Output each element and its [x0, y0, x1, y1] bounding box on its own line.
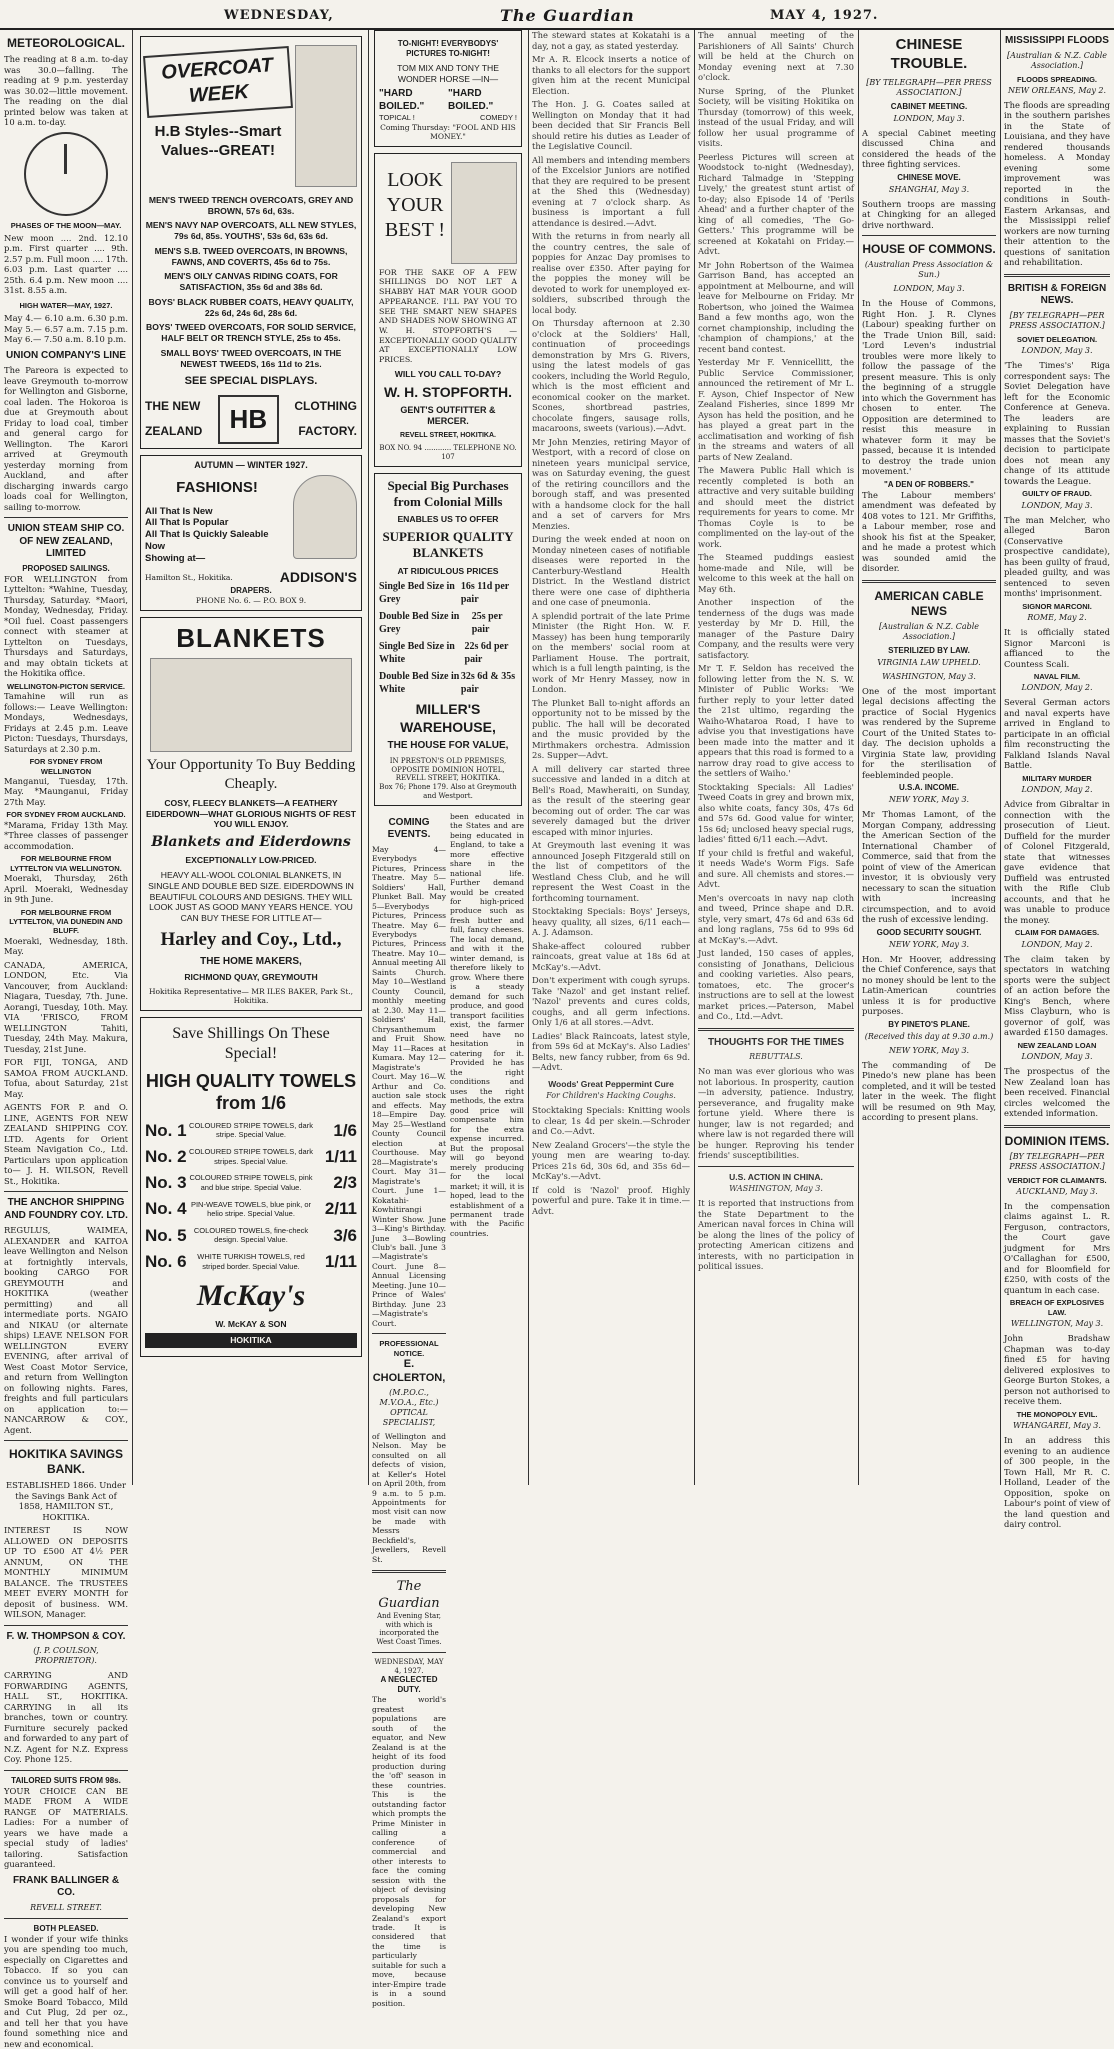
stopforth-ad: [374, 153, 522, 467]
news-paragraph: Mr A. R. Elcock inserts a notice of thanks to all electors for the support given him at the recent Municipal Election.: [532, 54, 690, 96]
neglected-text: The world's greatest populations are south of the equator, and New Zealand is at the height of its food production during the 'off' season in these countries. This is the outstanding factor which prompts the Prime Minister in calling a conference of commercial and other interests to face the coming session with the object of devising proposals for developing New Zealand's export trade. It is considered that the time is particularly suitable for such a move, because inter-Empire trade is in a sound position.: [372, 1695, 446, 2008]
professional-notice: PROFESSIONAL NOTICE.: [379, 1339, 439, 1358]
comedy: COMEDY !: [480, 113, 517, 123]
column-2: [138, 30, 364, 1485]
verdict-heading: VERDICT FOR CLAIMANTS.: [1007, 1175, 1107, 1185]
enables: ENABLES US TO OFFER: [397, 514, 499, 525]
chinese-move-date: SHANGHAI, May 3.: [888, 184, 970, 194]
blanket-price-row: Double Bed Size in White 32s 6d & 35s pair: [379, 671, 516, 695]
mckays-sub: W. McKAY & SON: [215, 1318, 287, 1329]
cholerton-sub: (M.P.O.C., M.V.O.A., Etc.) OPTICAL SPECIALIST,: [379, 1387, 439, 1427]
meteorological-text: The reading at 8 a.m. to-day was 30.0—falling. The reading at 9 p.m. yesterday was 30.02—little movement. The reading on the dial printed below was taken at 10 a.m. to-day.: [4, 54, 128, 127]
sailings-heading: PROPOSED SAILINGS.: [22, 563, 110, 573]
thompson-proprietor: (J. P. COULSON, PROPRIETOR).: [33, 1646, 99, 1666]
news-paragraph: Yesterday Mr F. Vennicellitt, the Public Service Commissioner, announced the retirement of Mr L. F. Ayson, Chief Inspector of New Zealand Fisheries, since 1899 Mr Ayson has held the position, and he has played a great part in the acclimatisation and working of fish in the streams and waters of all parts of New Zealand.: [698, 357, 854, 462]
news-paragraph: Shake-affect coloured rubber raincoats, great value at 18s 6d at McKay's.—Advt.: [532, 940, 690, 972]
millers-name: MILLER'S WAREHOUSE,: [400, 701, 496, 735]
nz-left-2: ZEALAND: [145, 424, 203, 439]
british-foreign-heading: BRITISH & FOREIGN NEWS.: [1007, 282, 1107, 307]
ballinger-heading: FRANK BALLINGER & CO.: [12, 1874, 120, 1899]
cabinet-heading: CABINET MEETING.: [890, 101, 968, 111]
news-paragraph: A mill delivery car started three successive and landed in a ditch at Bell's Road, Mawheraiti, on Sunday, as the result of the steering gear becoming out of order. The car was severely damaged but the driver escaped with minor injuries.: [532, 763, 690, 837]
murder-text: Advice from Gibraltar in connection with the prosecution of Lieut. Duffield for the murder of Colonel Fitzgerald, state that witnesses gave evidence that Duffield was entrusted with the Rifle Club accounts, and that he was unable to produce the money.: [1004, 799, 1110, 925]
fraud-date: LONDON, May 3.: [1021, 500, 1093, 510]
news-paragraph: A splendid portrait of the late Prime Minister (the Right Hon. W. F. Massey) has been hung temporarily on the members' social room at Parliament House. The portrait, which is a full length painting, is the work of Mr Henry Massey, now in London.: [532, 610, 690, 694]
tom-mix: TOM MIX AND TONY THE WONDER HORSE —IN—: [397, 63, 499, 84]
guardian-masthead: The Guardian: [378, 1579, 440, 1611]
fraud-heading: GUILTY OF FRAUD.: [1022, 489, 1092, 499]
harley-ad: [140, 617, 362, 1011]
heavy-text: HEAVY ALL-WOOL COLONIAL BLANKETS, IN SINGLE AND DOUBLE BED SIZE. EIDERDOWNS IN BEAUTIFUL COLOURS AND DESIGNS. THEY WILL LOOK JUST AS GOOD MANY YEARS HENCE. YOU CAN BUY THESE FOR LITTLE AT—: [148, 870, 354, 924]
dominion-credit: [BY TELEGRAPH—PER PRESS ASSOCIATION.]: [1009, 1151, 1105, 1171]
tonight: TO-NIGHT! EVERYBODYS' PICTURES TO-NIGHT!: [397, 39, 499, 58]
superior-blankets: SUPERIOR QUALITY BLANKETS: [382, 529, 514, 561]
lady-portrait-illustration: [293, 475, 357, 559]
woods-cure-sub: For Children's Hacking Coughs.: [546, 1091, 676, 1101]
mckays-location: HOKITIKA: [145, 1333, 357, 1348]
masthead-title: The Guardian: [500, 6, 635, 25]
towel-row: No. 3 COLOURED STRIPE TOWELS, pink and blue stripe. Special Value. 2/3: [145, 1173, 357, 1193]
news-paragraph: Another inspection of the tenderness of the dugs was made yesterday by Mr D. Hill, the manager of the Pasture Dairy Company, and the results were very satisfactory.: [698, 597, 854, 660]
soviet-date: LONDON, May 3.: [1021, 346, 1093, 356]
look-your-best: LOOK YOUR BEST !: [384, 168, 446, 241]
blanket-price-row: Single Bed Size in Grey 16s 11d per pair: [379, 581, 510, 605]
news-paragraph: If cold is 'Nazol' proof. Highly powerful and pure. Take it in time.—Advt.: [532, 1184, 690, 1216]
bedroom-illustration: [150, 658, 352, 752]
mississippi-credit: [Australian & N.Z. Cable Association.]: [1006, 50, 1108, 70]
neglected-heading: A NEGLECTED DUTY.: [380, 1675, 438, 1695]
news-paragraph: Don't experiment with cough syrups. Take 'Nazol' and get instant relief. 'Nazol' prevents and cures colds, coughs, and all germ infections. Only 1/6 at all stores.—Advt.: [532, 975, 690, 1027]
addison-phone: PHONE No. 6. — P.O. BOX 9.: [195, 596, 307, 606]
commons-credit: (Australian Press Association & Sun.): [864, 260, 994, 279]
chinese-move-text: Southern troops are massing at Chingking for an alleged drive northward.: [862, 198, 996, 230]
sterilized-text: One of the most important legal decisions affecting the practice of Social Hygenics was rendered by the Supreme Court of the United States to-day. The decision upholds a Virginia State law, providing for the sterilisation of feebleminded people.: [862, 685, 996, 780]
china-credit: [BY TELEGRAPH—PER PRESS ASSOCIATION.]: [866, 77, 992, 97]
nz-right-2: FACTORY.: [298, 424, 357, 439]
masthead-day: WEDNESDAY,: [224, 8, 334, 23]
security-date: NEW YORK, May 3.: [888, 939, 970, 949]
thompson-heading: F. W. THOMPSON & COY.: [6, 1630, 126, 1642]
both-pleased-heading: BOTH PLEASED.: [33, 1923, 99, 1933]
pineto-date: NEW YORK, May 3.: [888, 1045, 970, 1055]
melbourne2-heading: FOR MELBOURNE FROM LYTTELTON, VIA DUNEDIN AND BLUFF.: [9, 907, 123, 936]
sailings: FOR WELLINGTON from Lyttelton: *Wahine, Tuesday, Thursday, Saturday. *Maori, Monday, Wednesday, Friday. *Oil fuel. Coast passengers connect with steamer at Lyttelton on Tuesdays, Thursdays and Saturdays, and may obtain tickets at the Hokitika office.: [4, 573, 128, 679]
ballinger-street: REVELL STREET.: [30, 1902, 102, 1912]
news-paragraph: Stocktaking Specials: Boys' Jerseys, heavy quality, all sizes, 6/11 each—A. J. Adamson.: [532, 906, 690, 937]
news-paragraph: Peerless Pictures will screen at Woodstock to-night (Wednesday), Richard Talmadge in 'Stepping Lively,' the greatest stunt artist of to-day; also Episode 14 of 'Perils Ahead' and a further chapter of the king of all comedies, 'The Go-Getters.' This programme will be screened at Kokatahi on Friday.—Advt.: [698, 151, 854, 256]
fashions-title: FASHIONS!: [176, 478, 258, 496]
nz-right-1: CLOTHING: [294, 399, 357, 414]
suits-heading: TAILORED SUITS FROM 98s.: [11, 1775, 121, 1785]
richmond: RICHMOND QUAY, GREYMOUTH: [184, 972, 318, 983]
barometer-dial-icon: [24, 132, 108, 216]
addisons-name: ADDISON'S: [279, 568, 357, 585]
marconi-heading: SIGNOR MARCONI.: [1022, 601, 1092, 611]
hb-styles: H.B Styles--Smart Values--GREAT!: [154, 123, 282, 159]
towel-row: No. 4 PIN-WEAVE TOWELS, blue pink, or helio stripe. Special Value. 2/11: [145, 1199, 357, 1219]
cabinet-text: A special Cabinet meeting discussed China and considered the heads of the three fighting services.: [862, 127, 996, 169]
dominion-items-heading: DOMINION ITEMS.: [1004, 1133, 1110, 1148]
overcoat-item-1: MEN'S TWEED TRENCH OVERCOATS, GREY AND BROWN, 57s 6d, 63s.: [148, 195, 354, 216]
overcoat-item-7: SMALL BOYS' TWEED OVERCOATS, IN THE NEWEST TWEEDS, 16s 11d to 21s.: [160, 347, 342, 369]
towel-row: No. 6 WHITE TURKISH TOWELS, red striped border. Special Value. 1/11: [145, 1251, 357, 1271]
towel-row: No. 5 COLOURED TOWELS, fine-check design. Special Value. 3/6: [145, 1225, 357, 1245]
pineto-heading: BY PINETO'S PLANE.: [888, 1019, 970, 1029]
news-paragraph: Stocktaking Specials: All Ladies' Tweed Coats in grey and brown mix, also white coats, fancy 30s, 47s 6d and 57s 6d. Good value for winter, 15s 6d; unclosed heavy special rugs, ladies' fitted 6/11 each.—Advt.: [698, 781, 854, 844]
will-you-call: WILL YOU CALL TO-DAY?: [394, 368, 502, 379]
house-for-value: THE HOUSE FOR VALUE,: [387, 740, 509, 752]
topical: TOPICAL !: [379, 113, 415, 123]
breach-date: WELLINGTON, May 3.: [1010, 1319, 1104, 1329]
masthead: [0, 4, 1114, 30]
cabinet-date: LONDON, May 3.: [893, 113, 965, 123]
melbourne2: Moeraki, Wednesday, 18th. May.: [4, 935, 128, 957]
coming-events-heading: COMING EVENTS.: [387, 816, 431, 841]
millers-location: IN PRESTON'S OLD PREMISES, OPPOSITE DOMINION HOTEL, REVELL STREET, HOKITIKA.: [389, 756, 507, 783]
column-7: [1004, 30, 1110, 1529]
overcoat-week-ad: [140, 36, 362, 449]
man-in-hat-illustration: [451, 162, 517, 264]
cholerton-name: E. CHOLERTON,: [372, 1358, 446, 1384]
marconi-date: ROME, May 2.: [1027, 613, 1087, 622]
harley-rep: Hokitika Representative— MR ILES BAKER, Park St., Hokitika.: [149, 986, 353, 1006]
anchor-heading: THE ANCHOR SHIPPING AND FOUNDRY COY. LTD.: [4, 1197, 128, 1221]
news-paragraph: The steward states at Kokatahi is a day, not a gay, as stated yesterday.: [532, 30, 690, 51]
security-text: Hon. Mr Hoover, addressing the Chief Conference, says that no money should be lent to the Latin-American countries unless it is for productive purposes.: [862, 953, 996, 1016]
stopforth-name: W. H. STOPFORTH.: [383, 383, 513, 400]
harley-name: Harley and Coy., Ltd.,: [160, 928, 342, 950]
commons-text: In the House of Commons, Right Hon. J. R. Clynes (Labour) speaking further on the Trade Union Bill, said: 'Lord Leven's industrial troubles were more likely to follow the passage of the present measure. This is only the beginning of a struggle into which the Government has chosen to enter. The Opposition are determined to resist this measure in whatever form it may be passed, because it is intended to destroy the trade union movement.': [862, 298, 996, 476]
sterilized-date: WASHINGTON, May 3.: [882, 671, 976, 681]
loan-date: LONDON, May 3.: [1021, 1052, 1093, 1061]
news-paragraph: Just landed, 150 cases of apples, consisting of Jonathans, Delicious and cooking varieties. Also pears, tomatoes, etc. The grocer's instructions are to sell at the lowest market prices.—Paterson, Mabel and Co., Ltd.—Advt.: [698, 948, 854, 1021]
coming-thursday: Coming Thursday: "FOOL AND HIS MONEY.": [380, 122, 516, 142]
news-paragraph: Mr John Menzies, retiring Mayor of Westport, with a record of close on nineteen years municipal service, was on Saturday evening, the guest of the retiring councillors and the borough staff, and was presented with a handsome clock for the hall and a set of carvers for Mrs Menzies.: [532, 436, 690, 531]
high-water: May 4.— 6.10 a.m. 6.30 p.m. May 5.— 6.57 a.m. 7.15 p.m. May 6.— 7.50 a.m. 8.10 p.m.: [4, 313, 128, 345]
overcoat-item-5: BOYS' BLACK RUBBER COATS, HEAVY QUALITY, 22s 6d, 24s 6d, 28s 6d.: [148, 296, 354, 318]
man-in-overcoat-illustration: [295, 45, 357, 187]
neglected-text-continued: been educated in the States and are being educated in England, to take a more effective share in the national life. Further demand would be created for high-priced produce such as fresh butter and full, fancy cheeses. The local demand, and with it the winter demand, is therefore likely to grow. Where there is a steady demand for such produce, and good transport facilities exist, the farmer need have no hesitation in catering for it. Provided he has the right conditions and uses the right methods, the extra good price will compensate him for the extra expense incurred. But the proposal will go beyond merely producing for the local market; it will, it is hoped, lead to the establishment of a permanent trade with the Pacific countries.: [450, 811, 524, 1238]
union-line-heading: UNION COMPANY'S LINE: [6, 349, 126, 361]
news-paragraph: If your child is fretful and wakeful, it needs Wade's Worm Figs. Safe and sure. All chemists and stores.—Advt.: [698, 847, 854, 889]
news-paragraph: Mr John Robertson of the Waimea Garrison Band, has accepted an appointment at Melbourne, and will leave for Melbourne on Friday. Mr Robertson, who joined the Waimea Band a few months ago, won the cornet championship, including the 'champion of champions,' at the recent band contest.: [698, 259, 854, 354]
news-paragraph: The Mawera Public Hall which is recently completed is both an attractive and very suitable building and should meet the district requirements for years to come. Mr Thomas Coyle is to be complimented on the lay-out of the work.: [698, 465, 854, 549]
moon-phases: New moon .... 2nd. 12.10 p.m. First quarter .... 9th. 2.57 p.m. Full moon .... 17th. 6.03 p.m. Last quarter .... 25th. 6.4 p.m. New moon .... 31st. 8.55 a.m.: [4, 232, 128, 296]
see-special-displays: SEE SPECIAL DISPLAYS.: [184, 375, 318, 388]
murder-date: LONDON, May 2.: [1021, 785, 1093, 795]
home-makers: THE HOME MAKERS,: [200, 955, 302, 967]
overcoat-item-6: BOYS' TWEED OVERCOATS, FOR SOLID SERVICE, HALF BELT OR TRENCH STYLE, 25s to 45s.: [146, 322, 356, 344]
verdict-text: In the compensation claims against L. R. Ferguson, contractors, the Court gave judgment for Mrs O'Callaghan for £500, and for Bloomfield for £250, with costs of the quantum in each case.: [1004, 1200, 1110, 1295]
both-pleased-text: I wonder if your wife thinks you are spending too much, especially on Cigarettes and Tobacco. If so you can convince us to yourself and will get a good half of her. Smoke Board Tobacco, Mild and Cut Plug, 2d per oz., and tell her that you have found something nice and new and economical.: [4, 1933, 128, 2049]
towel-row: No. 2 COLOURED STRIPE TOWELS, dark stripes. Special Value. 1/11: [145, 1146, 357, 1166]
news-paragraph: The annual meeting of the Parishioners of All Saints' Church will be held at the Church on Monday evening next at 7.30 o'clock.: [698, 30, 854, 82]
melbourne-heading: FOR MELBOURNE FROM LYTTELTON VIA WELLINGTON.: [10, 854, 122, 873]
meteorological-heading: METEOROLOGICAL.: [7, 36, 125, 50]
cholerton-text: of Wellington and Nelson. May be consulted on all defects of vision, at Keller's Hotel on April 20th, from 9 a.m. to 5 p.m. Appointments for most visit can now be made with Messrs Beckfield's, Jewellers, Revell St.: [372, 1431, 446, 1564]
outfitter: GENT'S OUTFITTER & MERCER.: [400, 405, 496, 427]
floods-text: The floods are spreading in the southern parishes in the State of Louisiana, and they have rendered thousands homeless. A Monday evening some improvement was reported in the conditions in South-Eastern Arkansas, and the Mississippi relief workers are now turning their attention to the questions of sanitation and rehabilitation.: [1004, 99, 1110, 268]
usco-heading: UNION STEAM SHIP CO. OF NEW ZEALAND, LIMITED: [7, 523, 125, 560]
mckays-logo: McKay's: [196, 1279, 306, 1313]
blanket-price-row: Double Bed Size in Grey 25s per pair: [379, 611, 503, 635]
american-cable-heading: AMERICAN CABLE NEWS: [874, 588, 984, 618]
canada: CANADA, AMERICA, LONDON, Etc. Via Vancouver, from Auckland: Niagara, Tuesday, 7th. June. Aorangi, Tuesday, 10th. May. VIA 'FRISCO, FROM WELLINGTON Tahiti, Tuesday, 24th May. Makura, Tuesday, 21st June.: [4, 959, 128, 1054]
towel-row: No. 1 COLOURED STRIPE TOWELS, dark stripe. Special Value. 1/6: [145, 1120, 357, 1140]
addisons-ad: [140, 455, 362, 611]
woods-cure-title: Woods' Great Peppermint Cure: [548, 1078, 674, 1089]
news-paragraph: New Zealand Grocers'—the style the young men are wearing to-day. Prices 21s 6d, 30s 6d, and 35s 6d—McKay's.—Advt.: [532, 1139, 690, 1182]
news-paragraph: Mr T. F. Seldon has received the following letter from the N. S. W. Minister of Public Works: 'We further reply to your letter dated the 21st ultimo, regarding the Waiho-Whataroa Road, I have to advise you that investigations have been made into the matter and it appears that this road is formed to a narrow dray road to give access to the settlers of Waiho.': [698, 663, 854, 778]
column-4: [532, 30, 690, 1485]
moon-phases-heading: PHASES OF THE MOON—MAY.: [10, 220, 122, 230]
blanket-price-row: Single Bed Size in White 22s 6d per pair: [379, 641, 509, 665]
mckays-ad: [140, 1017, 362, 1357]
savings-bank-text: INTEREST IS NOW ALLOWED ON DEPOSITS UP TO £500 AT 4½ PER ANNUM, ON THE MONTHLY MINIMUM BALANCE. The TRUSTEES MEET EVERY MONTH for deposit of business. WM. WILSON, Manager.: [4, 1525, 128, 1620]
naval-text: Several German actors and naval experts have arrived in England to participate in an official film reconstructing the Falkland Islands Naval Battle.: [1004, 697, 1110, 771]
millers-ad: [374, 473, 522, 806]
blankets-title: BLANKETS: [176, 622, 326, 653]
american-cable-credit: [Australian & N.Z. Cable Association.]: [878, 621, 980, 641]
news-paragraph: The Plunket Ball to-night affords an opportunity not to be missed by the public. The hall will be decorated and the music provided by the Mirthmakers orchestra. Admission 2s. Supper—Advt.: [532, 697, 690, 760]
nz-left-1: THE NEW: [145, 399, 201, 414]
overcoat-item-3: MEN'S S.B. TWEED OVERCOATS, IN BROWNS, FAWNS, AND COVERTS, 45s 6d to 75s.: [154, 245, 348, 267]
savings-bank-established: ESTABLISHED 1866. Under the Savings Bank Act of 1858, HAMILTON ST., HOKITIKA.: [6, 1480, 126, 1522]
towels-title: HIGH QUALITY TOWELS from 1/6: [145, 1070, 357, 1114]
news-paragraph: The Steamed puddings easiest home-made and Nile, will be welcome to this week at the hall on May 6th.: [698, 552, 854, 594]
stopforth-street: REVELL STREET, HOKITIKA.: [400, 431, 496, 439]
breach-heading: BREACH OF EXPLOSIVES LAW.: [1009, 1298, 1105, 1317]
news-paragraph: With the returns in from nearly all the country centres, the sale of poppies for Anzac Day promises to realise over £350. After paying for the poppies the money will be devoted to work for unemployed ex-soldiers, subscribed through the local body.: [532, 231, 690, 315]
floods-date: NEW ORLEANS, May 2.: [1007, 85, 1107, 95]
news-paragraph: Men's overcoats in navy nap cloth and tweed, Prince shape and D.R. style, very smart, 47s 6d and 63s 6d and long raglans, 75s 6d to 99s 6d at McKay's.—Advt.: [698, 892, 854, 945]
hb-logo: HB: [218, 395, 280, 444]
save-shillings: Save Shillings On These Special!: [172, 1024, 330, 1062]
news-paragraph: On Thursday afternoon at 2.30 o'clock at the Soldiers' Hall, continuation of proceedings demonstration by Mrs G. Rivers, using the latest models of gas cookers, including the World Regulo, which is the most efficient and economical cooker on the market. Scones, shortbread pastries, chocolate fingers, sausage rolls, macaroons, sweets (various).—Advt.: [532, 318, 690, 433]
fiji: FOR FIJI, TONGA, AND SAMOA FROM AUCKLAND. Tofua, about Saturday, 21st May.: [4, 1057, 128, 1099]
fraud-text: The man Melcher, who alleged Baron (Conservative prospective candidate), has been guilty of fraud, pleaded guilty, and was sentenced to seven months' imprisonment.: [1004, 514, 1110, 599]
news-paragraph: Stocktaking Specials: Knitting wools to clear, 1s 4d per skein.—Schroder and Co.—Advt.: [532, 1105, 690, 1137]
union-line-text: The Pareora is expected to leave Greymouth to-morrow for Wellington and Gisborne, coal laden. The Hokoroa is due at Greymouth about Friday to load coal, timber and general cargo for Wellington. The Karori arrived at Greymouth yesterday morning from Auckland, and after discharging inwards cargo loads coal for Wellington, sailing to-morrow.: [4, 365, 128, 512]
chinese-move-heading: CHINESE MOVE.: [897, 172, 961, 182]
claim-heading: CLAIM FOR DAMAGES.: [1014, 928, 1100, 938]
autumn-winter: AUTUMN — WINTER 1927.: [194, 459, 308, 470]
naval-date: LONDON, May 2.: [1021, 683, 1093, 693]
us-action-heading: U.S. ACTION IN CHINA.: [729, 1171, 823, 1182]
news-paragraph: All members and intending members of the Excelsior Juniors are notified that they are required to be present at the Shed this (Wednesday) evening at 7 o'clock sharp. As business is important a full attendance is desired.—Advt.: [532, 154, 690, 228]
sydney-heading: FOR SYDNEY FROM WELLINGTON: [29, 757, 103, 776]
picton: Tamahine will run as follows:— Leave Wellington: Mondays, Wednesdays, Fridays at 2.45 p.m. Leave Picton: Tuesdays, Thursdays, Saturdays at 2.30 p.m.: [4, 691, 128, 754]
low-priced: EXCEPTIONALLY LOW-PRICED.: [185, 855, 317, 866]
pictures-ad: [374, 30, 522, 147]
addison-location: Hamilton St., Hokitika.: [145, 572, 233, 582]
ridiculous: AT RIDICULOUS PRICES: [397, 565, 499, 576]
british-foreign-credit: [BY TELEGRAPH—PER PRESS ASSOCIATION.]: [1009, 310, 1105, 330]
news-paragraph: Ladies' Black Raincoats, latest style, from 59s 6d at McKay's. Also Ladies' Belts, new fancy rubber, from 6s 9d.—Advt.: [532, 1030, 690, 1072]
drapers: DRAPERS.: [230, 586, 272, 596]
millers-box: Box 76; Phone 179. Also at Greymouth and Westport.: [379, 783, 517, 800]
stopforth-box: BOX NO. 94 ............ TELEPHONE NO. 107: [379, 444, 517, 462]
overcoat-item-2: MEN'S NAVY NAP OVERCOATS, ALL NEW STYLES, 79s 6d, 85s. YOUTHS', 53s 6d, 63s 6d.: [145, 220, 357, 242]
sydney2-heading: FOR SYDNEY FROM AUCKLAND.: [6, 810, 126, 820]
loan-text: The prospectus of the New Zealand loan has been received. Financial circles welcomed the extended information.: [1004, 1066, 1110, 1118]
soviet-heading: SOVIET DELEGATION.: [1016, 334, 1098, 344]
claim-date: LONDON, May 2.: [1021, 939, 1093, 949]
robbers-text: The Labour members' amendment was defeated by 408 votes to 121. Mr Griffiths, a Labour member, rose and shook his fist at the Speaker, and he made a protest which was sounded amid the disorder.: [862, 489, 996, 573]
breach-text: John Bradshaw Chapman was to-day fined £5 for having delivered explosives to George Burton Stokes, a person not authorised to receive them.: [1004, 1333, 1110, 1407]
overcoat-week-title: OVERCOAT WEEK: [143, 46, 293, 118]
masthead-date: MAY 4, 1927.: [770, 8, 879, 23]
high-water-heading: HIGH WATER—MAY, 1927.: [19, 300, 113, 310]
sterilized-sub: VIRGINIA LAW UPHELD.: [877, 657, 981, 667]
thoughts-heading: THOUGHTS FOR THE TIMES: [707, 1036, 845, 1048]
security-heading: GOOD SECURITY SOUGHT.: [876, 927, 982, 937]
news-paragraph: During the week ended at noon on Monday nineteen cases of notifiable diseases were reported in the Canterbury-Westland Health District. In the Westland district there were one case of diphtheria and one case of pneumonia.: [532, 534, 690, 607]
sydney: Manganui, Tuesday, 17th. May. *Maunganui, Friday 27th May.: [4, 775, 128, 807]
cosy-text: COSY, FLEECY BLANKETS—A FEATHERY EIDERDOWN—WHAT GLORIOUS NIGHTS OF REST YOU WILL ENJOY.: [146, 797, 356, 830]
sterilized-heading: STERILIZED BY LAW.: [888, 645, 970, 655]
pineto-sub: (Received this day at 9.30 a.m.): [864, 1031, 994, 1041]
agents: AGENTS FOR P. and O. LINE, AGENTS FOR NEW ZEALAND SHIPPING COY. LTD. Agents for Orient Steam Navigation Co., Ltd. Particulars upon application to— J. H. WILSON, Revell St., Hokitika.: [4, 1102, 128, 1186]
melbourne: Moeraki, Thursday, 26th April. Moeraki, Wednesday in 9th June.: [4, 873, 128, 904]
soviet-text: 'The Times's' Riga correspondent says: The Soviet Delegation have left for the Economic Conference at Geneva. The leaders are explaining to Russian masses that the Soviet's decision to participate does not mean any change of its attitude towards the League.: [1004, 360, 1110, 486]
news-paragraph: The Hon. J. G. Coates sailed at Wellington on Monday that it had been decided that Sir Francis Bell should retire his duties as Leader of the Legislative Council.: [532, 99, 690, 151]
thoughts-sub: REBUTTALS.: [749, 1052, 803, 1061]
look-text: FOR THE SAKE OF A FEW SHILLINGS DO NOT LET A SHABBY HAT MAR YOUR GOOD APPEARANCE. I'LL PAY YOU TO SEE THE SMART NEW SHAPES AND SHADES NOW SHOWING AT W. H. STOPFORTH'S — EXCEPTIONALLY GOOD QUALITY AT EXCEPTIONALLY LOW PRICES.: [379, 267, 517, 365]
news-paragraph: Nurse Spring, of the Plunket Society, will be visiting Hokitika on Thursday (tomorrow) of this week, instead of the usual Friday, and will follow her usual programme of visits.: [698, 85, 854, 148]
savings-bank-heading: HOKITIKA SAVINGS BANK.: [8, 1447, 123, 1477]
opportunity: Your Opportunity To Buy Bedding Cheaply.: [146, 757, 356, 793]
commons-heading: HOUSE OF COMMONS.: [862, 242, 996, 256]
news-paragraph: At Greymouth last evening it was announced Joseph Fitzgerald still on the list of competitors of the Westland Chess Club, and he will represent the West Coast in the forthcoming tournament.: [532, 840, 690, 903]
murder-heading: MILITARY MURDER: [1022, 773, 1092, 783]
anchor-text: REGULUS, WAIMEA, ALEXANDER and KAITOA leave Wellington and Nelson at fortnightly intervals, booking CARGO FOR GREYMOUTH and HOKITIKA (weather permitting) and all intermediate ports. NGAIO and NIKAU (or alternate ships) LEAVE NELSON FOR WELLINGTON EVERY EVENING, after arrival of West Coast Motor Service, and return from Wellington on following nights. Fares, freights and full particulars on application to:— NANCARROW & COY., Agent.: [4, 1225, 128, 1435]
sydney2: *Marama, Friday 13th May. *Three classes of passenger accommodation.: [4, 819, 128, 851]
hard-boiled-2: "HARD BOILED.": [448, 88, 494, 112]
monopoly-heading: THE MONOPOLY EVIL.: [1016, 1409, 1098, 1419]
column-5: [698, 30, 854, 1485]
thoughts-text: No man was ever glorious who was not laborious. In prosperity, caution—in adversity, patience. Industry, perseverance, and frugality make fortune yield. Where there is hunger, law is not regarded; and where law is not regarded there will be hunger. Reproving his tender friends' susceptibilities.: [698, 1066, 854, 1160]
income-text: Mr Thomas Lamont, of the Morgan Company, addressing the American Section of the International Chamber of Commerce, said that from the point of view of the American investor, it is obviously very necessary to scan the situation with increasing circumspection, and to avoid the rush of excessive lending.: [862, 809, 996, 924]
coming-events: May 4—Everybodys Pictures, Princess Theatre. May 5—Soldiers' Hall, Plunket Ball. May 5—Everybodys Pictures, Princess Theatre. May 6—Everybodys Pictures, Princess Theatre. May 10—Annual meeting All Saints Church. May 10—Westland County Council, monthly meeting at 2.30. May 11—Soldiers' Hall, Chrysanthemum and Fruit Show. May 11—Races at Kumara. May 12—Magistrate's Court. May 16—W. Arthur and Co. auction sale stock and effects. May 18—Empire Day. May 25—Westland County Council election at Courthouse. May 28—Magistrate's Court. May 31—Magistrate's Court. June 1—Kokatahi-Kowhitirangi Winter Show. June 3—King's Birthday. June 3—Bowling Club's ball. June 3—Magistrate's Court. June 8—Annual Licensing Meeting. June 10—Prince of Wales' Birthday. June 23—Magistrate's Court.: [372, 844, 446, 1328]
hard-boiled-1: "HARD BOILED.": [379, 88, 425, 112]
commons-date: LONDON, May 3.: [893, 284, 965, 293]
monopoly-date: WHANGAREI, May 3.: [1013, 1421, 1101, 1430]
special-purchases: Special Big Purchases from Colonial Mills: [387, 477, 509, 510]
fashion-lines: All That Is New All That Is Popular All That Is Quickly Saleable Now Showing at—: [145, 505, 269, 565]
thompson-text: CARRYING AND FORWARDING AGENTS, HALL ST., HOKITIKA. CARRYING in all its branches, town or country. Furniture securely packed and forwarded to any part of N.Z. Agent for N.Z. Express Coy. Phone 125.: [4, 1670, 128, 1765]
column-6: [862, 30, 996, 1485]
overcoat-item-4: MEN'S OILY CANVAS RIDING COATS, FOR SATISFACTION, 35s 6d and 38s 6d.: [164, 271, 338, 293]
verdict-date: AUCKLAND, May 3.: [1016, 1186, 1098, 1196]
pineto-text: The commanding of De Pinedo's new plane has been completed, and it will be tested later in the week. The flight will be resumed on 9th May, according to present plans.: [862, 1059, 996, 1122]
us-action-text: It is reported that instructions from the State Department to the American naval forces in China will be along the lines of the policy of protecting American citizens and interests, with no participation in political issues.: [698, 1198, 854, 1272]
guardian-date: WEDNESDAY, MAY 4, 1927.: [374, 1657, 444, 1675]
column-1: [4, 30, 128, 2049]
robbers-heading: "A DEN OF ROBBERS.": [884, 479, 974, 489]
claim-text: The claim taken by spectators in watching sports were the subject of an action before the King's Bench, where Miss Clayburn, who is governor of golf, was awarded £150 damages.: [1004, 953, 1110, 1038]
eiderdowns: Blankets and Eiderdowns: [151, 833, 351, 850]
floods-sub: FLOODS SPREADING.: [1016, 74, 1097, 84]
chinese-trouble-heading: CHINESE TROUBLE.: [890, 36, 968, 72]
picton-heading: WELLINGTON-PICTON SERVICE.: [7, 681, 125, 691]
loan-heading: NEW ZEALAND LOAN: [1017, 1040, 1097, 1050]
income-heading: U.S.A. INCOME.: [898, 783, 959, 792]
column-3: [372, 30, 524, 2008]
mississippi-heading: MISSISSIPPI FLOODS: [1005, 35, 1109, 46]
guardian-sub: And Evening Star, with which is incorporated the West Coast Times.: [376, 1611, 442, 1647]
income-date: NEW YORK, May 3.: [888, 795, 970, 804]
monopoly-text: In an address this evening to an audience of 300 people, in the Town Hall, Mr R. C. Holland, Leader of the Opposition, spoke on Labour's point of view of the land question and dairy control.: [1004, 1435, 1110, 1529]
choice-text: YOUR CHOICE CAN BE MADE FROM A WIDE RANGE OF MATERIALS. Ladies: For a number of years we have made a special study of ladies' tailoring. Satisfaction guaranteed.: [4, 1785, 128, 1870]
naval-heading: NAVAL FILM.: [1033, 672, 1081, 681]
us-action-dateline: WASHINGTON, May 3.: [729, 1184, 823, 1194]
marconi-text: It is officially stated Signor Marconi is affianced to the Countess Scali.: [1004, 627, 1110, 669]
